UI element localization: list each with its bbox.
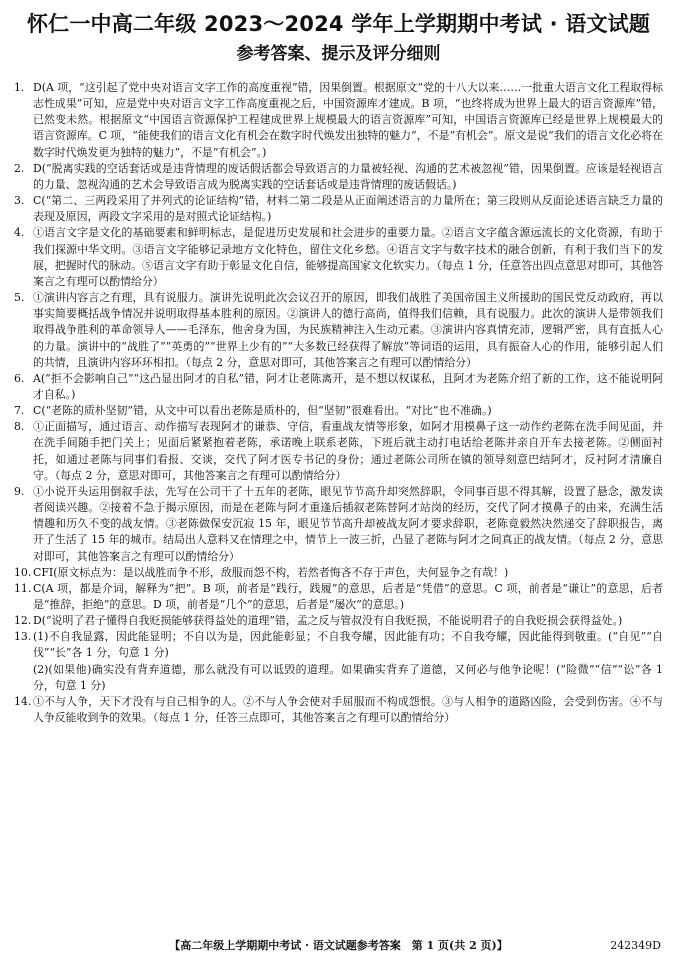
answer-number: 1. xyxy=(14,81,25,94)
footer-code: 242349D xyxy=(610,939,661,952)
answer-item xyxy=(14,193,663,225)
answer-number: 14. xyxy=(14,694,32,708)
answer-item xyxy=(14,565,663,581)
answer-number: 10. xyxy=(14,565,32,579)
answer-text: ①正面描写，通过语言、动作描写表现阿才的谦恭、守信，看重战友情等形象，如阿才用模鼻子这一动作约老陈在洗手间见面，并在洗手间随手把门关上；见面后紧紧抱着老陈，承诺晚上联系老陈，下班后就主动打电话给老陈并亲自开车去接老陈。②侧面衬托，如通过老陈与同事们看报、交谈，交代了阿才医专书记的身份；通过老陈公司所在镇的领导刻意巴结阿才，反衬阿才清廉自守。（每点 2 分，意思对即可，其他答案言之有理可以酌情给分） xyxy=(33,420,663,482)
answer-number: 5. xyxy=(14,291,25,305)
answer-item xyxy=(14,419,663,484)
answer-text: C(A 项，都是介词，解释为“把”。B 项，前者是“践行，践履”的意思，后者是“凭借”的意思。C 项，前者是“谦让”的意思，后者是“推辞，拒绝”的意思。D 项，前者是“几个”的意思，后者是“屡次”的意思。) xyxy=(33,581,663,611)
answer-item xyxy=(14,80,663,161)
answer-item xyxy=(14,694,663,726)
answer-item xyxy=(14,371,663,403)
answer-number: 9. xyxy=(14,484,25,498)
answer-item xyxy=(14,581,663,613)
answer-subpart: (1)不自我显露，因此能显明；不自以为是，因此能彰显；不自我夸耀，因此能有功；不自我夸耀，因此能得到敬重。(“自见”“自伐”“长”各 1 分，句意 1 分) xyxy=(33,630,663,660)
answer-item xyxy=(14,629,663,694)
page-footer xyxy=(14,938,663,954)
answer-text: ①演讲内容言之有理，具有说服力。演讲先说明此次会议召开的原因，即我们战胜了美国帝国主义所援助的国民党反动政府，再以事实简要概括战争情况并说明取得基本胜利的原因。②演讲人的德行高尚，值得我们信赖，具有说服力。此次的演讲人是带领我们取得战争胜利的革命领导人——毛泽东，他舍身为国，为民族精神注入生动元素。③演讲内容真情充沛，逻辑严密，具有直抵人心的力量。演讲中的“战胜了”“英勇的”“世界上少有的”“大多数已经获得了解放”等词语的运用，具有振奋人心的作用，能够引起人们的共情，且演讲内容环环相扣。（每点 2 分，意思对即可，其他答案言之有理可以酌情给分） xyxy=(33,291,663,369)
answer-number: 11. xyxy=(14,581,32,595)
answer-text: CFI(原文标点为：是以战胜而争不形，敌服而怨不构，若然者悔吝不存于声色，夫何显争之有哉！) xyxy=(33,565,509,579)
answer-text: D(“说明了君子懂得自我贬损能够获得益处的道理”错，孟之反与管叔没有自我贬损，不能说明君子的自我贬损会获得益处。) xyxy=(33,614,623,628)
footer-label: 【高二年级上学期期中考试 · 语文试题参考答案 第 1 页(共 2 页)】 xyxy=(169,939,508,952)
answer-text: A(“拒不会影响自己”“这凸显出阿才的自私”错，阿才让老陈离开，是不想以权谋私，且阿才为老陈介绍了新的工作，这不能说明阿才自私。) xyxy=(33,371,663,401)
answer-number: 2. xyxy=(14,161,25,175)
answer-number: 13. xyxy=(14,630,32,644)
answer-item xyxy=(14,613,663,629)
answer-item xyxy=(14,225,663,290)
answer-text: C(“第二、三两段采用了并列式的论证结构”错，材料二第二段是从正面阐述语言的力量所在；第三段则从反面论述语言缺乏力量的表现及原因，两段文字采用的是对照式论证结构。) xyxy=(33,194,663,224)
answer-text: D(“脱离实践的空话套话或是违背情理的废话假话都会导致语言的力量被轻视、沟通的艺术被忽视”错，因果倒置。应该是轻视语言的力量、忽视沟通的艺术会导致语言成为脱离实践的空话套话或是违背情理的废话假话。) xyxy=(33,161,663,191)
answer-list xyxy=(14,80,663,726)
answer-number: 6. xyxy=(14,371,25,385)
answer-number: 8. xyxy=(14,420,25,434)
answer-number: 7. xyxy=(14,404,25,418)
answer-text: ①小说开头运用倒叙手法，先写在公司干了十五年的老陈，眼见节节高升却突然辞职，令同事百思不得其解，设置了悬念，激发读者阅读兴趣。②接着不急于揭示原因，而是在老陈与阿才重逢后插叙老陈替阿才站岗的经历，交代了阿才摸鼻子的由来，充满生活情趣和历久不变的战友情。③老陈做保安沉寂 15 年，眼见节节高升却被战友阿才要求辞职，老陈竟毅然决然递交了辞职报告，离开了生活了 15 年的城市。结局出人意料又在情理之中，情节上一波三折，凸显了老陈与阿才之间真正的战友情。（每点 2 分，意思对即可，其他答案言之有理可以酌情给分） xyxy=(33,484,663,563)
answer-item xyxy=(14,403,663,419)
answer-text: ①不与人争，天下才没有与自己相争的人。②不与人争会使对手屈服而不构成怨恨。③与人相争的道路凶险，会受到伤害。④不与人争反能收到争的效果。（每点 1 分，任答三点即可，其他答案言之有理可以酌情给分） xyxy=(33,694,663,725)
answer-subpart: (2)(如果他)确实没有背弃道德，那么就没有可以诋毁的道理。如果确实背弃了道德，又何必与他争论呢！(“险微”“信”“讼”各 1 分，句意 1 分) xyxy=(33,662,663,692)
answer-number: 12. xyxy=(14,614,32,628)
answer-number: 3. xyxy=(14,194,25,208)
answer-item xyxy=(14,161,663,193)
answer-text: C(“老陈的质朴坚韧”错，从文中可以看出老陈是质朴的，但“坚韧”很难看出。“对比”也不准确。) xyxy=(33,404,492,418)
answer-text: ①语言文字是文化的基础要素和鲜明标志，是促进历史发展和社会进步的重要力量。②语言文字蕴含源远流长的文化资源，有助于我们探源中华文明。③语言文字能够记录地方文化特色，留住文化乡愁。④语言文字与数字技术的融合创新，有利于我们当下的发展，把握时代的脉动。⑤语言文字有助于彰显文化自信，能够提高国家文化软实力。（每点 1 分，任意答出四点意思对即可，其他答案言之有理可以酌情给分） xyxy=(33,226,663,288)
answer-item xyxy=(14,484,663,565)
page-title: 怀仁一中高二年级 2023～2024 学年上学期期中考试 · 语文试题 xyxy=(26,12,651,36)
answer-number: 4. xyxy=(14,226,25,240)
page-subtitle: 参考答案、提示及评分细则 xyxy=(236,44,441,64)
answer-text: D(A 项，“这引起了党中央对语言文字工作的高度重视”错，因果倒置。根据原文“党的十八大以来……一批重大语言文化工程取得标志性成果”可知，应是党中央对语言文字工作高度重视之后，中国资源库才建成。B 项，“也终将成为世界上最大的语言资源库”错，已然变未然。根据原文“中国语言资源保护工程建成世界上规模最大的语言资源库”可知，中国语言资源库已经是世界上规模最大的语言资源库。C 项，“能使我们的语言文化有机会在数字时代焕发出独特的魅力”，不是“有机会”。原文是说“我们的语言文化必将在数字时代焕发更为独特的魅力”，不是“有机会”。) xyxy=(33,81,663,159)
answer-item xyxy=(14,290,663,371)
